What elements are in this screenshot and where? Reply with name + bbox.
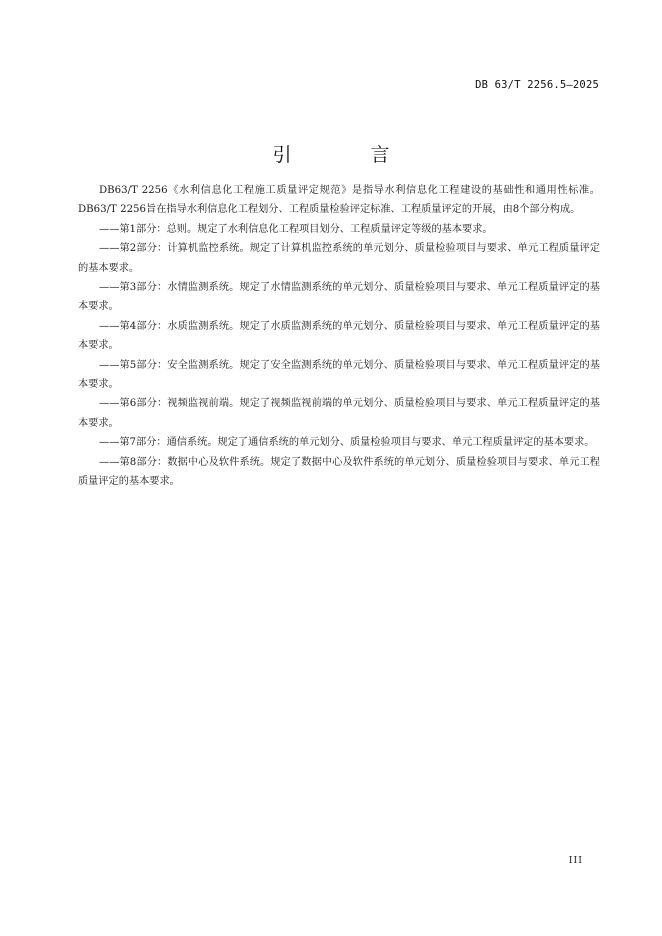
introduction-body: [78, 181, 600, 492]
part-5-paragraph: ——第5部分：安全监测系统。规定了安全监测系统的单元划分、质量检验项目与要求、单元工程质量评定的基本要求。: [78, 359, 600, 391]
part-4-paragraph: ——第4部分：水质监测系统。规定了水质监测系统的单元划分、质量检验项目与要求、单元工程质量评定的基本要求。: [78, 320, 600, 352]
part-6-paragraph: ——第6部分：视频监视前端。规定了视频监视前端的单元划分、质量检验项目与要求、单元工程质量评定的基本要求。: [78, 398, 600, 429]
part-2-paragraph: ——第2部分：计算机监控系统。规定了计算机监控系统的单元划分、质量检验项目与要求、单元工程质量评定的基本要求。: [78, 243, 600, 274]
part-1-paragraph: ——第1部分：总则。规定了水利信息化工程项目划分、工程质量评定等级的基本要求。: [99, 223, 493, 235]
part-8-paragraph: ——第8部分：数据中心及软件系统。规定了数据中心及软件系统的单元划分、质量检验项目与要求、单元工程质量评定的基本要求。: [78, 456, 600, 488]
document-code: DB 63/T 2256.5—2025: [475, 79, 599, 91]
part-3-paragraph: ——第3部分：水情监测系统。规定了水情监测系统的单元划分、质量检验项目与要求、单元工程质量评定的基本要求。: [78, 282, 600, 313]
intro-paragraph: DB63/T 2256《水利信息化工程施工质量评定规范》是指导水利信息化工程建设的基础性和通用性标准。DB63/T 2256旨在指导水利信息化工程划分、工程质量检验评定标准、工程质量评定的开展，由8个部分构成。: [78, 185, 600, 216]
page-title: 引 言: [272, 144, 420, 166]
part-7-paragraph: ——第7部分：通信系统。规定了通信系统的单元划分、质量检验项目与要求、单元工程质量评定的基本要求。: [99, 437, 595, 449]
page-number: III: [568, 855, 583, 866]
